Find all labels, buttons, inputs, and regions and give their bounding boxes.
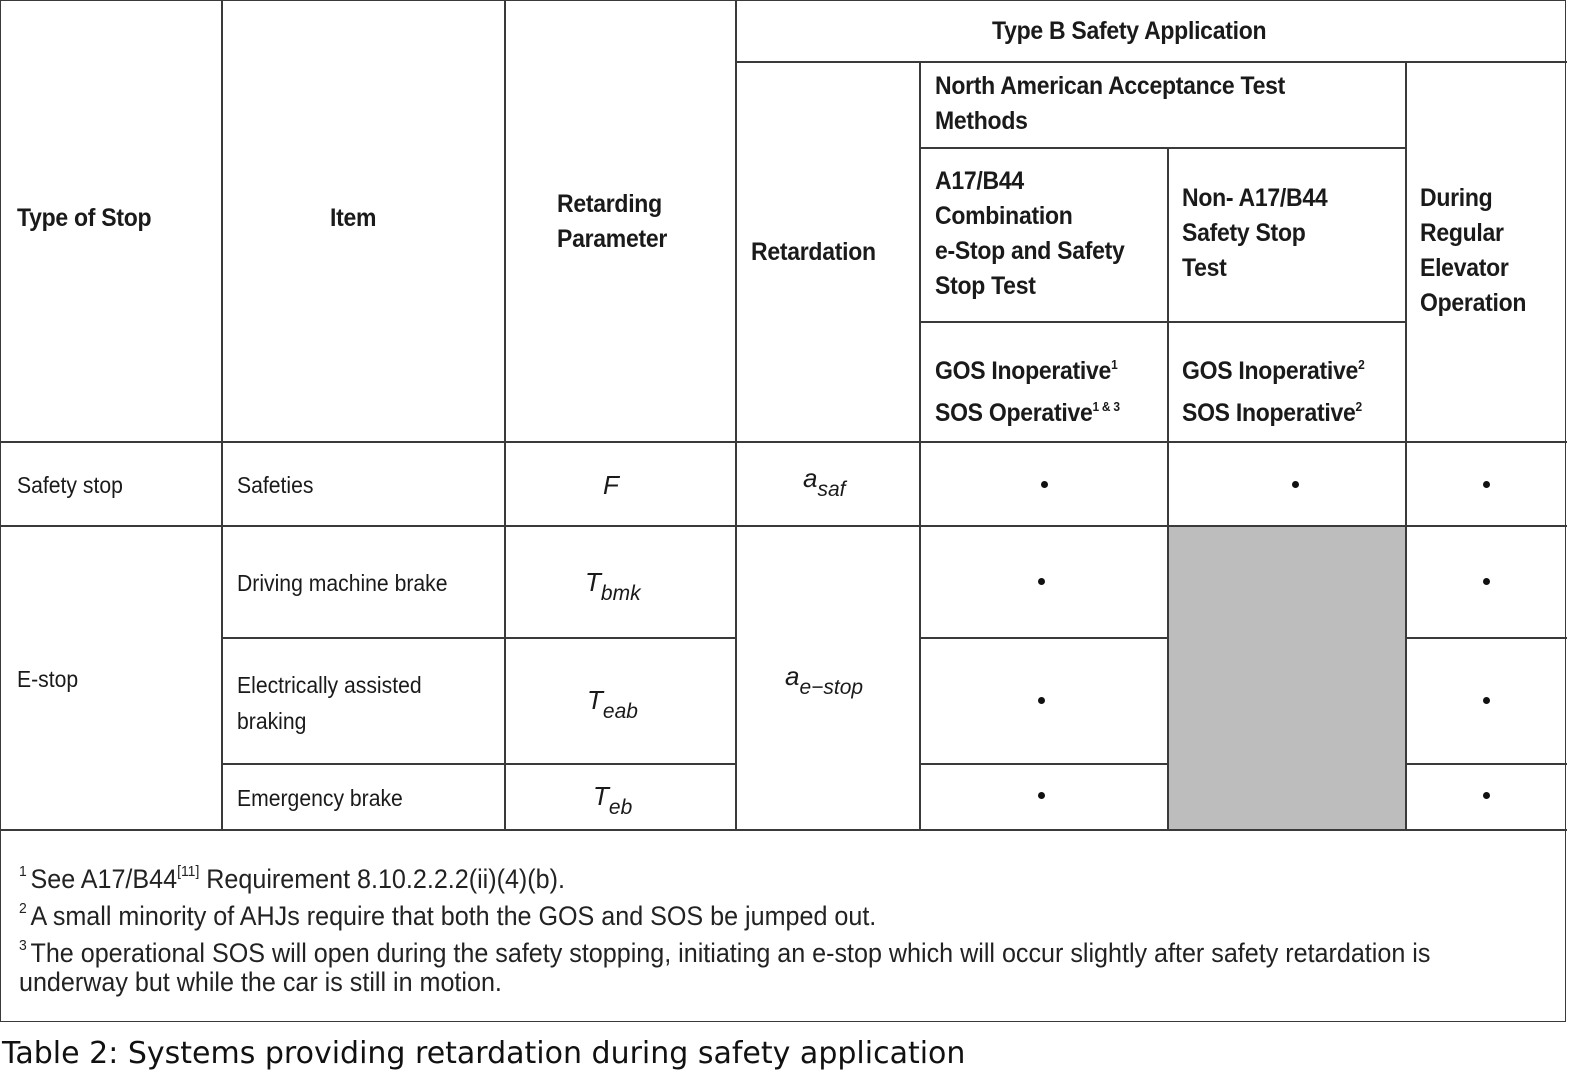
math-sub: saf [817,478,846,501]
header-line: e-Stop and Safety [935,237,1125,265]
header-line: Retarding [557,190,662,218]
header-line [1182,389,1362,431]
row-estop-label [17,661,78,697]
header-line: Non- A17/B44 [1182,184,1328,212]
header-line: Elevator [1420,254,1509,282]
grid-line [1167,147,1169,830]
grid-line [919,61,921,830]
math-sub: eab [602,700,638,723]
row-electrically-assisted-item [237,667,422,739]
header-type-of-stop [17,201,151,236]
math-text: a [803,463,818,493]
footnote-text: The operational SOS will open during the safety stopping, initiating an e-stop which will occur slightly after safety retardation is [30,938,1431,968]
header-line [935,389,1120,431]
citation-ref: [11] [177,863,200,880]
header-line: Stop Test [935,272,1036,300]
grid-line [504,1,506,830]
table-caption: Table 2: Systems providing retardation during safety application [2,1036,966,1071]
cell-text: Driving machine brake [237,570,448,596]
header-na-acceptance-methods [935,69,1285,139]
row-emergency-brake-item [237,780,403,816]
retard-a-estop [785,661,863,700]
grid-line [919,147,1406,149]
footnote-ref: 2 [1358,357,1365,372]
grid-line [1,525,1567,527]
header-line: North American Acceptance Test [935,72,1286,100]
header-retardation [751,235,876,270]
sos-inoperative-text: SOS Inoperative [1182,399,1356,427]
header-line: Test [1182,254,1227,282]
gos-inoperative-text: GOS Inoperative [1182,357,1359,385]
grid-line [1405,637,1567,639]
footnote-text: underway but while the car is still in motion. [19,967,502,997]
grid-line [221,763,736,765]
math-text: T [587,685,603,715]
grid-line [1,441,1567,443]
footnote-number: 3 [19,937,27,954]
row-driving-machine-brake-item [237,565,448,601]
param-f [603,470,619,501]
header-regular-operation [1420,181,1526,321]
footnote-text: Requirement 8.10.2.2.2(ii)(4)(b). [199,864,565,894]
grid-line [919,321,1406,323]
header-line: Parameter [557,225,668,253]
gos-inoperative-text: GOS Inoperative [935,357,1112,385]
header-retarding-parameter [557,187,667,257]
applies-bullet [1483,578,1490,585]
header-type-of-stop-text: Type of Stop [17,204,152,232]
footnote-number: 1 [19,863,27,880]
footnote-3-continued [19,964,502,1001]
grid-line [1405,763,1567,765]
cell-text: E-stop [17,666,79,692]
header-line: Methods [935,107,1028,135]
header-line [1182,347,1364,389]
header-line: Safety Stop [1182,219,1306,247]
applies-bullet [1038,697,1045,704]
applies-bullet [1483,697,1490,704]
header-line: During [1420,184,1493,212]
cell-text: braking [237,708,307,734]
applies-bullet [1038,792,1045,799]
applies-bullet [1292,481,1299,488]
applies-bullet [1483,792,1490,799]
header-line: Operation [1420,289,1527,317]
header-item-text: Item [330,204,377,232]
param-t-eb [593,781,632,820]
footnote-ref: 1 [1111,357,1118,372]
header-gos-sos-non [1182,347,1364,431]
header-item [330,201,376,236]
cell-text: Emergency brake [237,785,403,811]
cell-text: Electrically assisted [237,672,422,698]
param-t-eab [587,685,638,724]
header-retardation-text: Retardation [751,238,876,266]
math-text: T [585,567,601,597]
grid-line [919,637,1167,639]
header-line: Combination [935,202,1073,230]
grid-line [221,637,736,639]
not-applicable-cell [1167,527,1405,830]
footnote-ref: 1 & 3 [1092,399,1120,414]
math-sub: eb [608,796,633,819]
applies-bullet [1041,481,1048,488]
retard-a-saf [803,463,845,502]
header-type-b-text: Type B Safety Application [992,17,1267,45]
footnote-text: A small minority of AHJs require that both the GOS and SOS be jumped out. [30,901,877,931]
math-text: a [785,661,800,691]
grid-line [1405,61,1407,830]
applies-bullet [1038,578,1045,585]
row-safeties-item [237,467,313,503]
sos-operative-text: SOS Operative [935,399,1093,427]
grid-line [735,1,737,830]
math-sub: e−stop [799,676,864,699]
footnote-text: See A17/B44 [30,864,178,894]
row-safety-stop-label [17,467,123,503]
cell-text: Safety stop [17,472,123,498]
footnote-number: 2 [19,900,27,917]
applies-bullet [1483,481,1490,488]
footnote-ref: 2 [1355,399,1362,414]
grid-line [735,61,1567,63]
header-line [935,347,1117,389]
grid-line [919,763,1167,765]
math-text: T [593,781,609,811]
math-text: F [603,470,619,500]
grid-line [1,829,1567,831]
header-type-b-safety-application [992,14,1266,49]
param-t-bmk [585,567,641,606]
header-line: A17/B44 [935,167,1024,195]
header-gos-sos-combo [935,347,1120,431]
math-sub: bmk [600,582,641,605]
header-non-a17-test [1182,181,1327,286]
header-line: Regular [1420,219,1504,247]
header-combination-test [935,164,1125,304]
grid-line [221,1,223,830]
cell-text: Safeties [237,472,314,498]
